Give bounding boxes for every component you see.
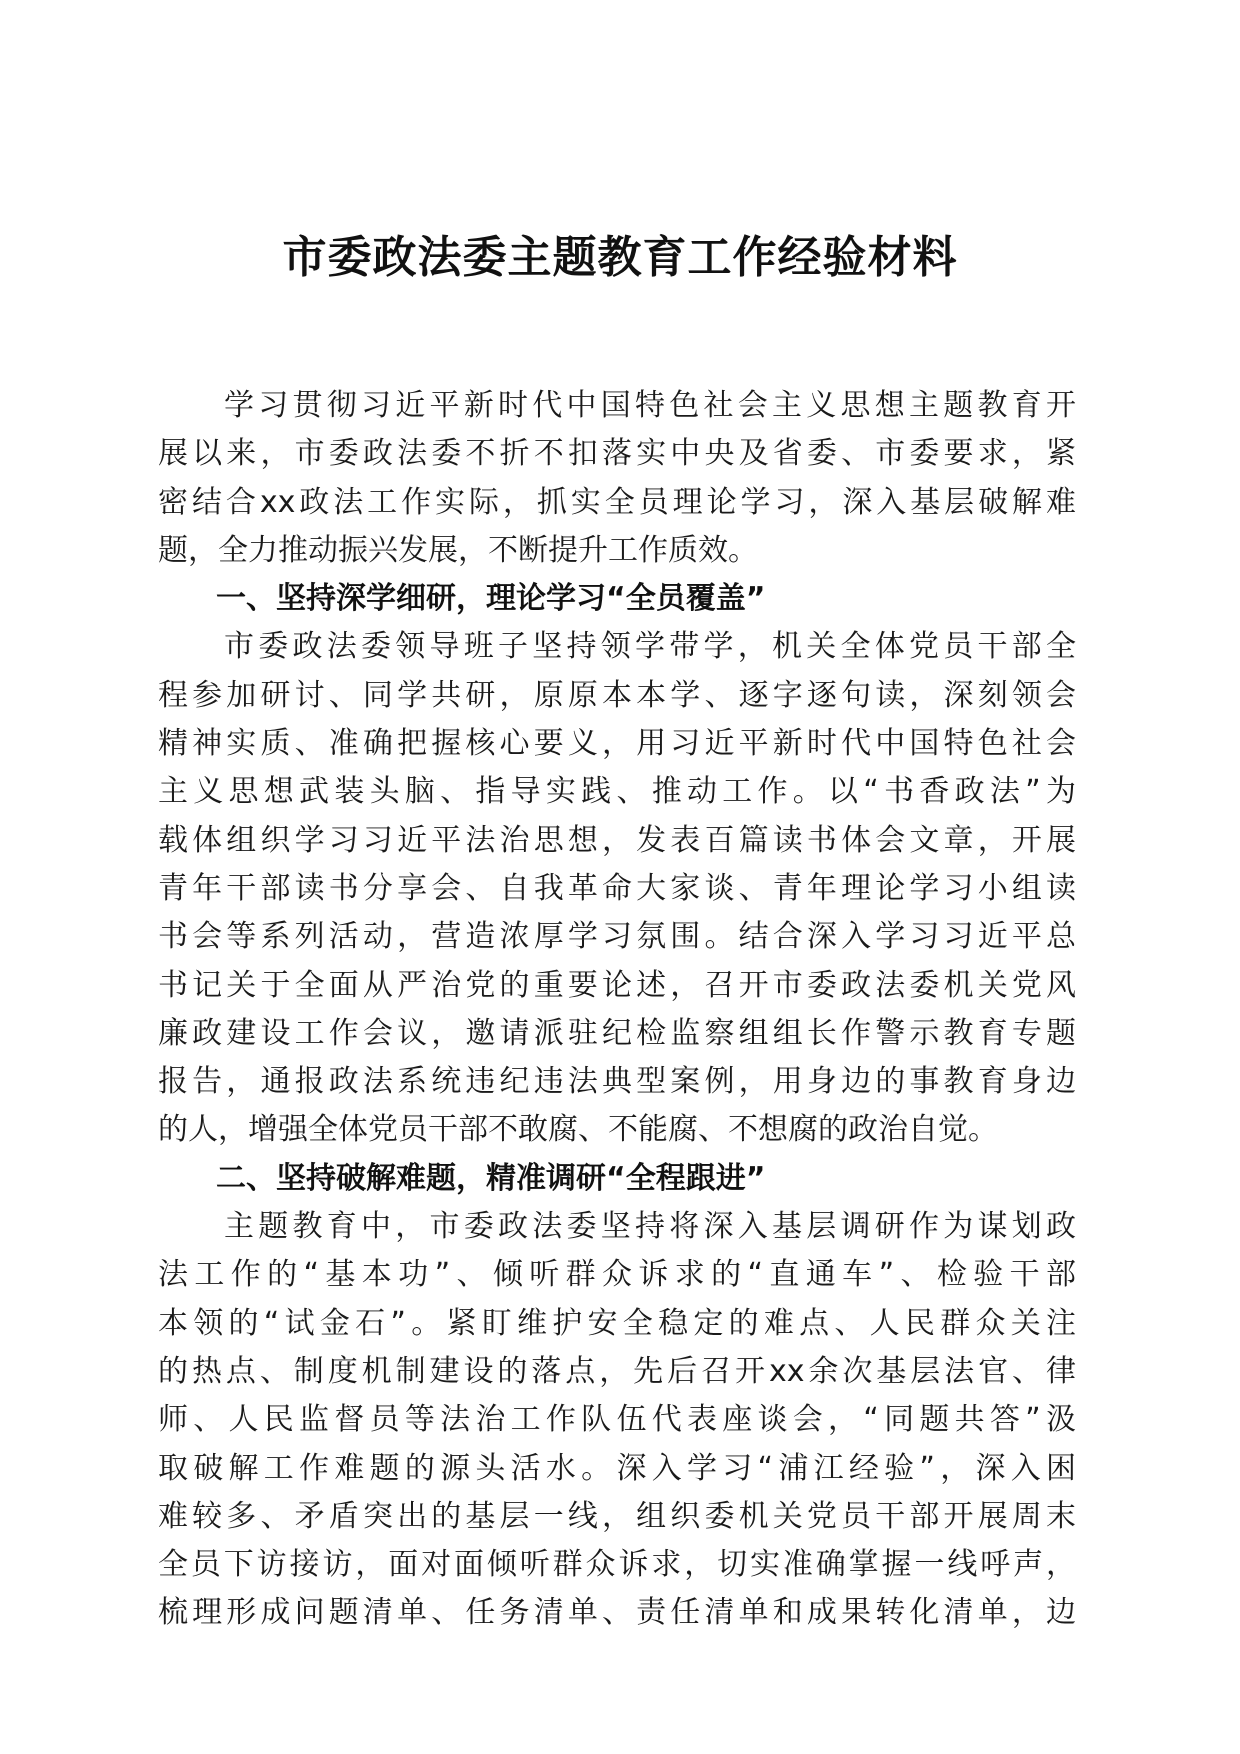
text-line: 取破解工作难题的源头活水。深入学习“浦江经验”，深入困 — [158, 1450, 1076, 1486]
text-line: 的人，增强全体党员干部不敢腐、不能腐、不想腐的政治自觉。 — [158, 1112, 998, 1148]
text-line: 本领的“试金石”。紧盯维护安全稳定的难点、人民群众关注 — [158, 1305, 1076, 1341]
text-line: 学习贯彻习近平新时代中国特色社会主义思想主题教育开 — [224, 388, 1076, 423]
text-line: 主义思想武装头脑、指导实践、推动工作。以“书香政法”为 — [158, 774, 1076, 810]
section-heading-1: 一、坚持深学细研，理论学习“全员覆盖” — [216, 581, 766, 617]
text-line: 难较多、矛盾突出的基层一线，组织委机关党员干部开展周末 — [158, 1498, 1076, 1534]
paragraph-research — [158, 1203, 1076, 1638]
text-line: 市委政法委领导班子坚持领学带学，机关全体党员干部全 — [224, 629, 1076, 665]
paragraph-theory-study — [158, 623, 1076, 1154]
text-line: 报告，通报政法系统违纪违法典型案例，用身边的事教育身边 — [158, 1064, 1076, 1100]
document-body — [158, 382, 1076, 1638]
text-line: 法工作的“基本功”、倾听群众诉求的“直通车”、检验干部 — [158, 1257, 1076, 1293]
text-line: 书记关于全面从严治党的重要论述，召开市委政法委机关党风 — [158, 967, 1076, 1003]
text-line: 密结合xx政法工作实际，抓实全员理论学习，深入基层破解难 — [158, 484, 1076, 520]
text-line: 主题教育中，市委政法委坚持将深入基层调研作为谋划政 — [224, 1209, 1076, 1245]
text-line: 程参加研讨、同学共研，原原本本学、逐字逐句读，深刻领会 — [158, 677, 1076, 713]
text-line: 精神实质、准确把握核心要义，用习近平新时代中国特色社会 — [158, 726, 1076, 762]
document-title: 市委政法委主题教育工作经验材料 — [282, 232, 958, 283]
section-heading-2: 二、坚持破解难题，精准调研“全程跟进” — [216, 1160, 766, 1196]
text-line: 梳理形成问题清单、任务清单、责任清单和成果转化清单，边 — [158, 1595, 1076, 1631]
text-line: 书会等系列活动，营造浓厚学习氛围。结合深入学习习近平总 — [158, 919, 1076, 955]
text-line: 题，全力推动振兴发展，不断提升工作质效。 — [158, 532, 758, 568]
paragraph-intro — [158, 382, 1076, 575]
text-line: 师、人民监督员等法治工作队伍代表座谈会，“同题共答”汲 — [158, 1402, 1076, 1438]
text-line: 展以来，市委政法委不折不扣落实中央及省委、市委要求，紧 — [158, 436, 1076, 472]
text-line: 载体组织学习习近平法治思想，发表百篇读书体会文章，开展 — [158, 822, 1076, 858]
text-line: 廉政建设工作会议，邀请派驻纪检监察组组长作警示教育专题 — [158, 1015, 1076, 1051]
text-line: 青年干部读书分享会、自我革命大家谈、青年理论学习小组读 — [158, 870, 1076, 906]
text-line: 全员下访接访，面对面倾听群众诉求，切实准确掌握一线呼声， — [158, 1547, 1076, 1583]
text-line: 的热点、制度机制建设的落点，先后召开xx余次基层法官、律 — [158, 1353, 1076, 1389]
